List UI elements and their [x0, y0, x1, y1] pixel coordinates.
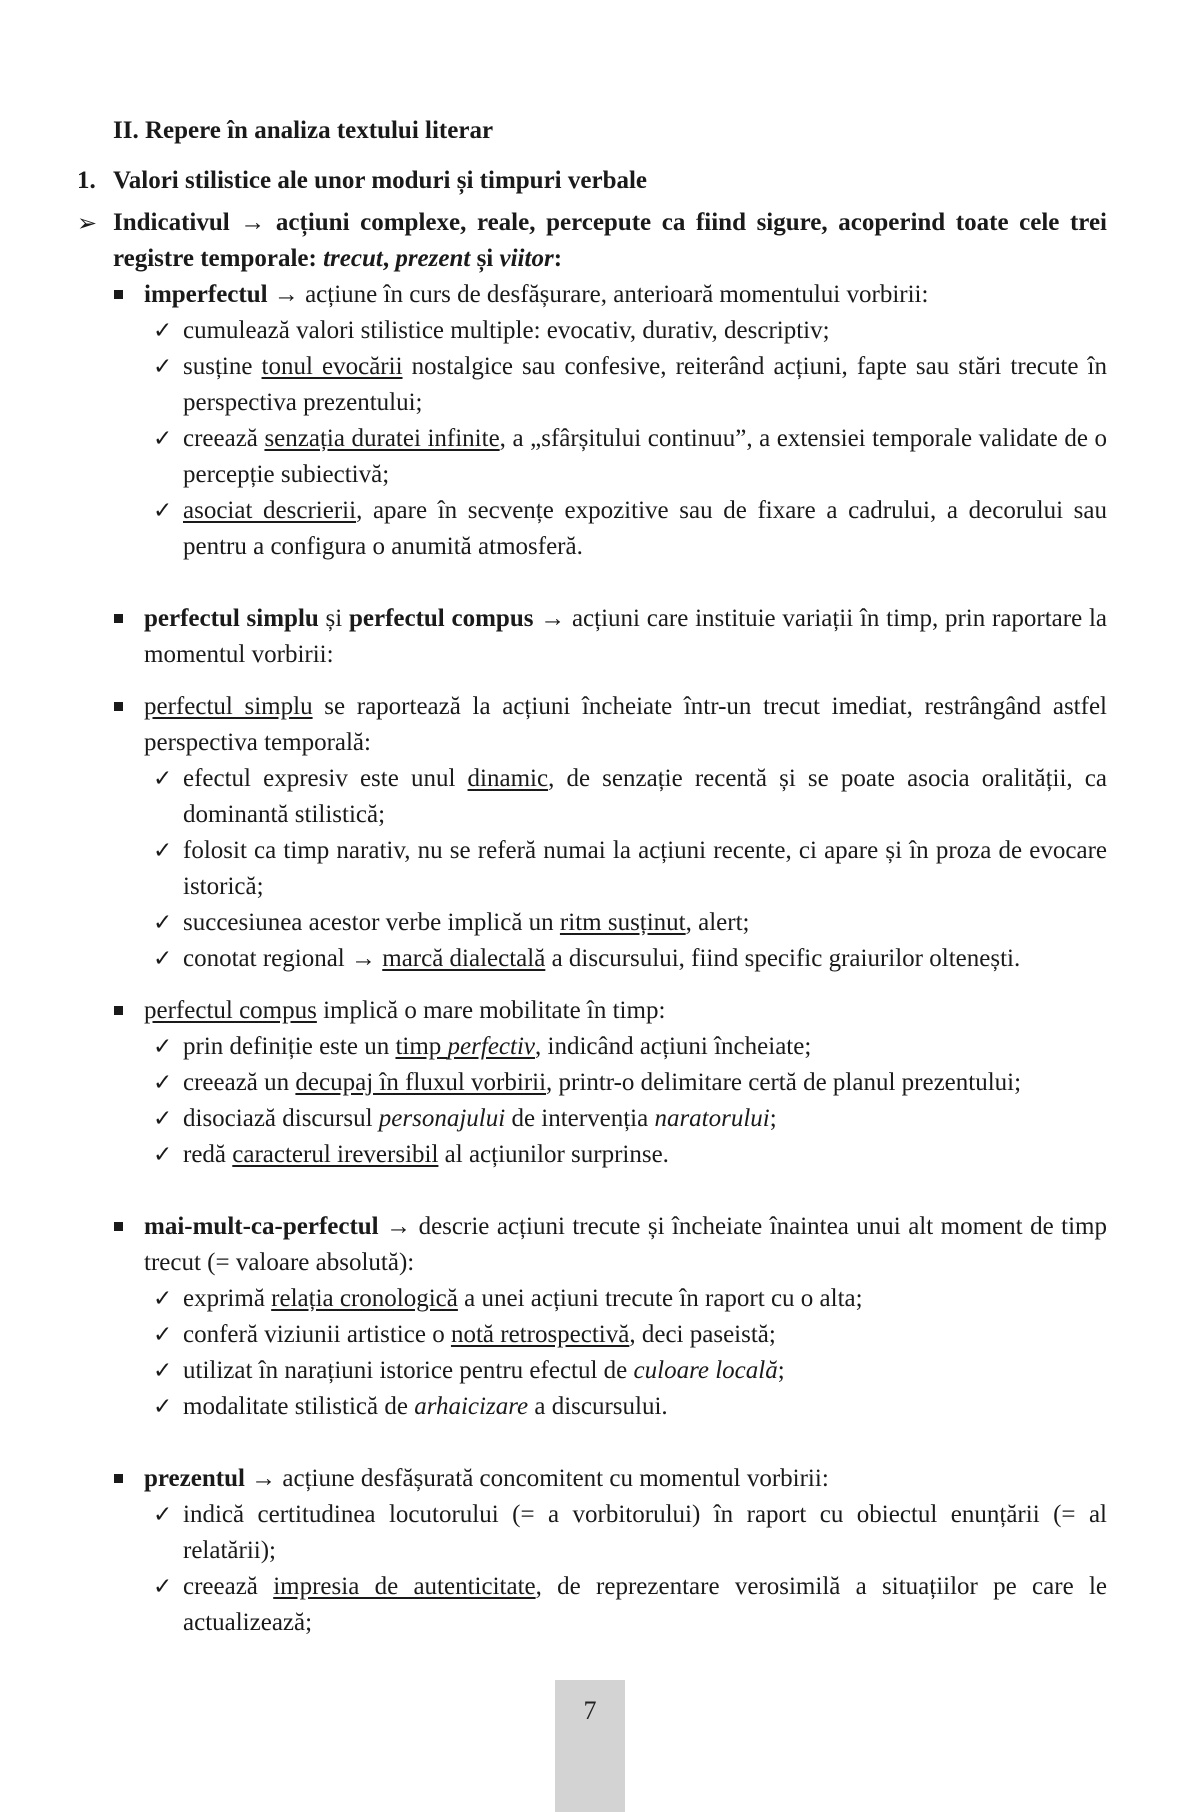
check-item: [77, 941, 1107, 977]
page-number: 7: [555, 1680, 625, 1812]
checkmark-icon: ✓: [153, 426, 173, 452]
checkmark-icon: ✓: [153, 838, 173, 864]
term: perfectul simplu: [144, 605, 319, 632]
check-text: a discursului.: [528, 1393, 668, 1420]
description: → descrie acțiuni trecute și încheiate înaintea unui alt moment de timp trecut (= valoare absolută):: [144, 1213, 1107, 1276]
conjunction: și: [318, 605, 349, 632]
check-item: [77, 1101, 1107, 1137]
underlined-phrase: relația cronologică: [271, 1285, 458, 1312]
check-text: a unei acțiuni trecute în raport cu o alta;: [457, 1285, 863, 1312]
italic-phrase: naratorului: [654, 1105, 770, 1132]
separator: ,: [382, 245, 396, 272]
checkmark-icon: ✓: [153, 498, 173, 524]
checkmark-icon: ✓: [153, 1286, 173, 1312]
indicative-item: [77, 205, 1107, 277]
check-text: , printr-o delimitare certă de planul prezentului;: [546, 1069, 1022, 1096]
checkmark-icon: ✓: [153, 910, 173, 936]
check-item: [77, 313, 1107, 349]
check-item: [77, 833, 1107, 905]
present-item: [77, 1461, 1107, 1497]
check-text: de intervenția: [505, 1105, 655, 1132]
checkmark-icon: ✓: [153, 1322, 173, 1348]
check-text: ;: [777, 1357, 785, 1384]
check-text: , apare în secvențe expozitive sau de fixare a cadrului, a decorului sau pentru a configura o anumită atmosferă.: [183, 497, 1107, 560]
italic-phrase: culoare locală: [633, 1357, 778, 1384]
check-text: conotat regional →: [183, 945, 383, 972]
square-bullet-icon: [114, 1474, 123, 1483]
check-text: exprimă: [183, 1285, 272, 1312]
checkmark-icon: ✓: [153, 1106, 173, 1132]
description: se raportează la acțiuni încheiate într-un trecut imediat, restrângând astfel perspectiva temporală:: [144, 693, 1107, 756]
tense-future: viitor: [499, 245, 554, 272]
compound-perfect-item: [77, 993, 1107, 1029]
term: perfectul compus: [348, 605, 534, 632]
underlined-italic-phrase: perfectiv: [447, 1033, 535, 1060]
check-text: , indicând acțiuni încheiate;: [535, 1033, 812, 1060]
check-item: [77, 1065, 1107, 1101]
checkmark-icon: ✓: [153, 946, 173, 972]
check-text: al acțiunilor surprinse.: [438, 1141, 669, 1168]
underlined-phrase: marcă dialectală: [382, 945, 546, 972]
underlined-phrase: tonul evocării: [261, 353, 403, 380]
underlined-phrase: senzația duratei infinite: [264, 425, 500, 452]
heading-text: Valori stilistice ale unor moduri și timpuri verbale: [113, 167, 648, 194]
check-text: , a „sfârșitului continuu”, a extensiei temporale validate de o percepție subiectivă;: [183, 425, 1107, 488]
imperfect-desc: → acțiune în curs de desfășurare, anterioară momentului vorbirii:: [267, 281, 929, 308]
check-text: creează: [183, 1573, 274, 1600]
tense-past: trecut: [323, 245, 383, 272]
separator: și: [470, 245, 500, 272]
checkmark-icon: ✓: [153, 1358, 173, 1384]
description: → acțiune desfășurată concomitent cu momentul vorbirii:: [244, 1465, 829, 1492]
checkmark-icon: ✓: [153, 1142, 173, 1168]
check-text: utilizat în narațiuni istorice pentru efectul de: [183, 1357, 634, 1384]
check-item: [77, 1281, 1107, 1317]
checkmark-icon: ✓: [153, 1070, 173, 1096]
perfect-tenses-item: [77, 601, 1107, 673]
check-item: [77, 493, 1107, 565]
separator: :: [553, 245, 563, 272]
underlined-phrase: impresia de autenticitate: [273, 1573, 536, 1600]
check-text: redă: [183, 1141, 233, 1168]
check-item: [77, 349, 1107, 421]
section-title: II. Repere în analiza textului literar: [113, 117, 494, 144]
underlined-term: perfectul compus: [144, 997, 317, 1024]
check-text: nostalgice sau confesive, reiterând acțiuni, fapte sau stări trecute în perspectiva prezentului;: [183, 353, 1107, 416]
checkmark-icon: ✓: [153, 1034, 173, 1060]
page-content: [77, 113, 1107, 1641]
checkmark-icon: ✓: [153, 354, 173, 380]
check-text: cumulează valori stilistice multiple: evocativ, durativ, descriptiv;: [183, 317, 830, 344]
italic-phrase: personajului: [378, 1105, 506, 1132]
check-text: , alert;: [685, 909, 750, 936]
check-text: prin definiție este un: [183, 1033, 396, 1060]
underlined-phrase: ritm susținut: [559, 909, 686, 936]
term: mai-mult-ca-perfectul: [144, 1213, 379, 1240]
checkmark-icon: ✓: [153, 1394, 173, 1420]
indicative-definition: Indicativul → acțiuni complexe, reale, percepute ca fiind sigure, acoperind toate cele trei registre temporale:: [113, 209, 1107, 272]
check-item: [77, 1317, 1107, 1353]
pluperfect-item: [77, 1209, 1107, 1281]
underlined-phrase: asociat descrierii: [183, 497, 357, 524]
check-item: [77, 1569, 1107, 1641]
check-text: creează un: [183, 1069, 296, 1096]
simple-perfect-item: [77, 689, 1107, 761]
underlined-term: perfectul simplu: [144, 693, 313, 720]
square-bullet-icon: [114, 1222, 123, 1231]
check-item: [77, 761, 1107, 833]
check-text: disociază discursul: [183, 1105, 379, 1132]
check-text: succesiunea acestor verbe implică un: [183, 909, 560, 936]
check-text: , deci paseistă;: [629, 1321, 776, 1348]
check-text: a discursului, fiind specific graiurilor oltenești.: [545, 945, 1021, 972]
checkmark-icon: ✓: [153, 1574, 173, 1600]
check-text: efectul expresiv este unul: [183, 765, 468, 792]
check-item: [77, 1353, 1107, 1389]
check-text: , de reprezentare verosimilă a situațiilor pe care le actualizează;: [183, 1573, 1107, 1636]
check-text: susține: [183, 353, 262, 380]
imperfect-term: imperfectul: [144, 281, 268, 308]
check-text: indică certitudinea locutorului (= a vorbitorului) în raport cu obiectul enunțării (= al relatării);: [183, 1501, 1107, 1564]
underlined-phrase: timp: [395, 1033, 448, 1060]
checkmark-icon: ✓: [153, 766, 173, 792]
check-text: modalitate stilistică de: [183, 1393, 415, 1420]
heading-number: 1.: [77, 167, 96, 194]
check-text: folosit ca timp narativ, nu se referă numai la acțiuni recente, ci apare și în proza de evocare istorică;: [183, 837, 1107, 900]
check-item: [77, 1389, 1107, 1425]
underlined-phrase: dinamic: [467, 765, 549, 792]
square-bullet-icon: [114, 702, 123, 711]
numbered-heading: [77, 163, 1107, 199]
check-text: ;: [769, 1105, 777, 1132]
italic-phrase: arhaicizare: [414, 1393, 529, 1420]
square-bullet-icon: [114, 290, 123, 299]
check-item: [77, 1137, 1107, 1173]
imperfect-item: [77, 277, 1107, 313]
check-item: [77, 421, 1107, 493]
term: prezentul: [144, 1465, 245, 1492]
checkmark-icon: ✓: [153, 1502, 173, 1528]
square-bullet-icon: [114, 1006, 123, 1015]
square-bullet-icon: [114, 614, 123, 623]
underlined-phrase: caracterul ireversibil: [232, 1141, 439, 1168]
check-text: conferă viziunii artistice o: [183, 1321, 451, 1348]
arrowhead-bullet-icon: ➢: [77, 209, 98, 237]
description: → acțiuni care instituie variații în timp, prin raportare la momentul vorbirii:: [144, 605, 1107, 668]
check-item: [77, 1029, 1107, 1065]
check-text: creează: [183, 425, 265, 452]
check-item: [77, 905, 1107, 941]
underlined-phrase: notă retrospectivă: [450, 1321, 630, 1348]
description: implică o mare mobilitate în timp:: [316, 997, 666, 1024]
checkmark-icon: ✓: [153, 318, 173, 344]
tense-present: prezent: [395, 245, 471, 272]
underlined-phrase: decupaj în fluxul vorbirii: [295, 1069, 547, 1096]
check-text: , de senzație recentă și se poate asocia oralității, ca dominantă stilistică;: [183, 765, 1108, 828]
check-item: [77, 1497, 1107, 1569]
